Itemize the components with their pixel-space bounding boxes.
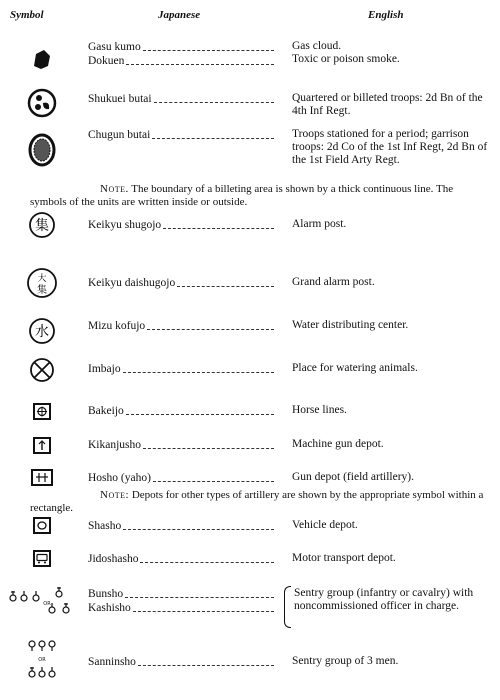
jp-bunsho xyxy=(88,587,276,615)
jp-term: Chugun butai xyxy=(88,129,151,141)
jp-keikyu-shugojo xyxy=(88,218,276,232)
jp-term: Bunsho xyxy=(88,588,124,600)
jp-term: Shasho xyxy=(88,520,122,532)
billeted-troops-icon xyxy=(14,86,70,120)
motor-transport-icon xyxy=(14,549,70,569)
kanji-mizu: 水 xyxy=(35,324,49,340)
en-keikyu-daishugojo: Grand alarm post. xyxy=(292,276,375,288)
water-center-icon xyxy=(14,316,70,346)
jp-term: Dokuen xyxy=(88,55,125,67)
jp-term: Mizu kofujo xyxy=(88,320,146,332)
jp-term: Shukuei butai xyxy=(88,93,152,105)
jp-mizu xyxy=(88,319,276,333)
grand-alarm-post-icon xyxy=(14,266,70,300)
en-sanninsho: Sentry group of 3 men. xyxy=(292,655,399,667)
horse-lines-icon xyxy=(14,402,70,422)
watering-place-icon xyxy=(14,356,70,384)
en-mizu: Water distributing center. xyxy=(292,319,409,331)
jp-term: Keikyu daishugojo xyxy=(88,277,176,289)
or-label: OR xyxy=(43,601,51,607)
note-label: Note: xyxy=(100,489,130,501)
header-symbol: Symbol xyxy=(10,9,44,21)
jp-term: Sanninsho xyxy=(88,656,136,668)
en-jidoshasho: Motor transport depot. xyxy=(292,552,396,564)
machine-gun-depot-icon xyxy=(14,436,70,456)
jp-shukuei xyxy=(88,92,276,106)
note-label: Note. xyxy=(100,183,129,195)
en-hosho: Gun depot (field artillery). xyxy=(292,471,414,483)
kanji-shugo: 集 xyxy=(37,285,47,296)
sentry-group-3-icon xyxy=(10,638,74,684)
jp-term: Hosho (yaho) xyxy=(88,472,151,484)
en-bakeijo: Horse lines. xyxy=(292,404,347,416)
header-japanese: Japanese xyxy=(158,9,201,21)
note-text: The boundary of a billeting area is shown by a thick continuous line. The symbols of the units are written inside or outside. xyxy=(30,183,454,208)
vehicle-depot-icon xyxy=(14,516,70,536)
en-bunsho: Sentry group (infantry or cavalry) with noncommissioned officer in charge. xyxy=(294,587,474,612)
sentry-group-nco-icon xyxy=(6,582,78,618)
jp-chugun xyxy=(88,128,276,142)
jp-jidoshasho xyxy=(88,552,276,566)
brace xyxy=(284,586,291,628)
jp-imbajo xyxy=(88,362,276,376)
header-english: English xyxy=(368,9,404,21)
kanji-dai: 大 xyxy=(37,274,47,284)
jp-shasho xyxy=(88,519,276,533)
jp-sanninsho xyxy=(88,655,276,669)
alarm-post-icon xyxy=(14,210,70,240)
en-gasu: Gas cloud. Toxic or poison smoke. xyxy=(292,40,400,65)
en-shasho: Vehicle depot. xyxy=(292,519,358,531)
jp-term: Kashisho xyxy=(88,602,131,614)
jp-hosho xyxy=(88,471,276,485)
jp-keikyu-daishugojo xyxy=(88,276,276,290)
jp-gasu xyxy=(88,40,276,68)
en-chugun: Troops stationed for a period; garrison troops: 2d Co of the 1st Inf Regt, 2d Bn of the 1st Field Arty Regt. xyxy=(292,128,488,166)
en-imbajo: Place for watering animals. xyxy=(292,362,418,374)
jp-term: Imbajo xyxy=(88,363,121,375)
jp-term: Gasu kumo xyxy=(88,41,141,53)
en-kikanjusho: Machine gun depot. xyxy=(292,438,384,450)
jp-term: Keikyu shugojo xyxy=(88,219,162,231)
gun-depot-icon xyxy=(14,468,70,488)
jp-term: Kikanjusho xyxy=(88,439,142,451)
gas-cloud-icon xyxy=(14,44,70,74)
note-billeting xyxy=(30,183,490,209)
jp-term: Bakeijo xyxy=(88,405,124,417)
garrison-troops-icon xyxy=(14,132,70,168)
kanji-shugo: 集 xyxy=(35,218,49,234)
jp-bakeijo xyxy=(88,404,276,418)
note-depots xyxy=(30,489,490,515)
jp-term: Jidoshasho xyxy=(88,553,139,565)
or-label: OR xyxy=(38,657,46,663)
en-keikyu-shugojo: Alarm post. xyxy=(292,218,347,230)
note-text: Depots for other types of artillery are shown by the appropriate symbol within a rectangle. xyxy=(30,489,484,514)
jp-kikanjusho xyxy=(88,438,276,452)
en-shukuei: Quartered or billeted troops: 2d Bn of the 4th Inf Regt. xyxy=(292,92,483,117)
